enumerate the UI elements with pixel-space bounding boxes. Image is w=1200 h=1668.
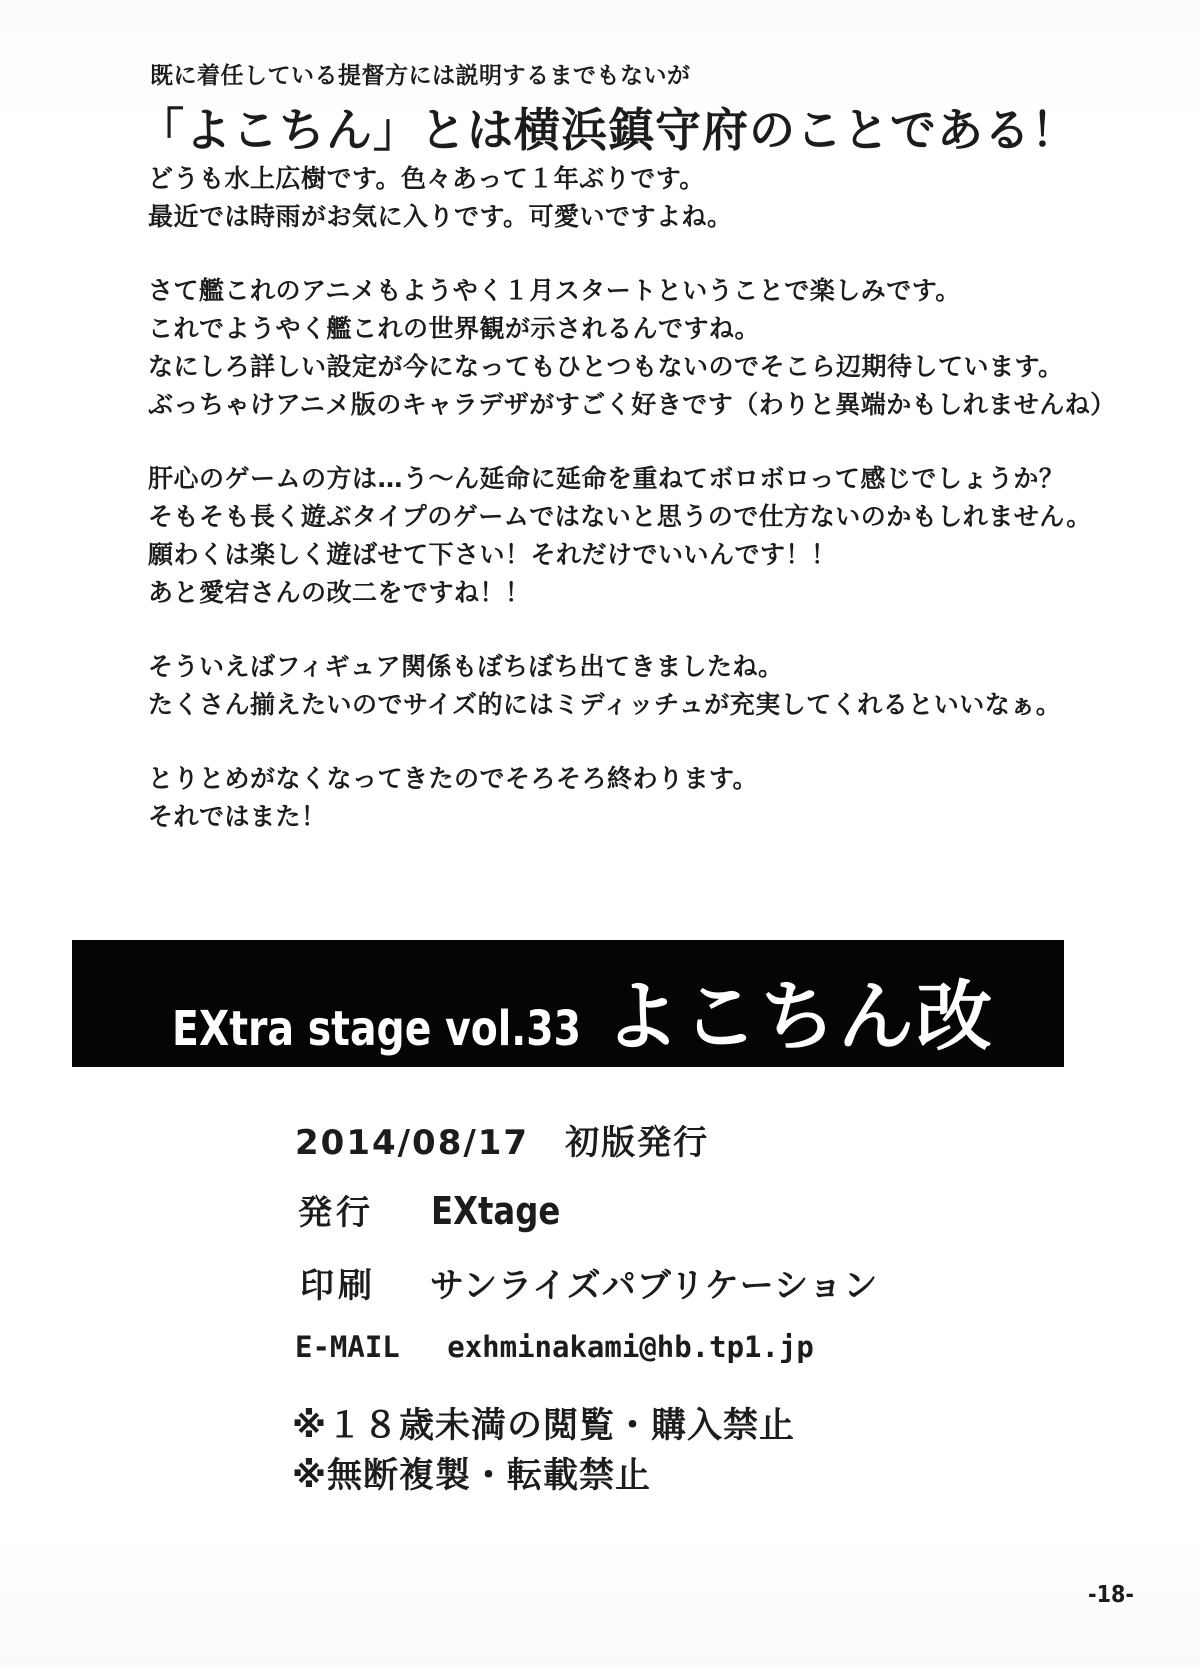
text-line: そもそも長く遊ぶタイプのゲームではないと思うので仕方ないのかもしれません。: [148, 502, 1092, 531]
age-restriction-notice: ※１８歳未満の閲覧・購入禁止: [292, 1406, 796, 1446]
email-address: exhminakami@hb.tp1.jp: [447, 1330, 814, 1364]
email-line: [295, 1330, 814, 1364]
afterword-body: [148, 160, 1116, 872]
text-line: さて艦これのアニメもようやく１月スタートということで楽しみです。: [148, 276, 961, 305]
publication-date-line: 2014/08/17 初版発行: [295, 1123, 710, 1163]
text-line: そういえばフィギュア関係もぼちぼち出てきましたね。: [148, 652, 784, 681]
paragraph: [148, 648, 1108, 724]
printer-label: 印刷: [300, 1266, 376, 1306]
text-line: 肝心のゲームの方は…う～ん延命に延命を重ねてボロボロって感じでしょうか？: [148, 464, 1065, 493]
text-line: あと愛宕さんの改二をですね！！: [148, 578, 531, 607]
paragraph: [148, 760, 1108, 836]
banner-series-label: EXtra stage vol.33: [172, 1001, 582, 1057]
paragraph: [148, 460, 1108, 612]
publisher-label: 発行: [298, 1193, 374, 1233]
email-label: E-MAIL: [295, 1330, 400, 1364]
page-number: -18-: [1088, 1582, 1134, 1608]
banner-title-label: よこちん改: [604, 972, 994, 1061]
text-line: これでようやく艦これの世界観が示されるんですね。: [148, 314, 761, 343]
text-line: なにしろ詳しい設定が今になってもひとつもないのでそこら辺期待しています。: [148, 352, 1064, 381]
text-line: どうも水上広樹です。色々あって１年ぶりです。: [148, 164, 705, 193]
page-headline: 「よこちん」とは横浜鎮守府のことである！: [138, 103, 1078, 157]
text-line: たくさん揃えたいのでサイズ的にはミディッチュが充実してくれるといいなぁ。: [148, 690, 1062, 719]
printer-name: サンライズパブリケーション: [429, 1266, 879, 1306]
publisher-line: [298, 1185, 583, 1234]
intro-line: 既に着任している提督方には説明するまでもないが: [150, 63, 691, 89]
text-line: 願わくは楽しく遊ばせて下さい！それだけでいいんです！！: [148, 540, 837, 569]
text-line: ぶっちゃけアニメ版のキャラデザがすごく好きです（わりと異端かもしれませんね）: [148, 390, 1116, 419]
no-reproduction-notice: ※無断複製・転載禁止: [292, 1456, 652, 1496]
title-banner: [72, 940, 1064, 1067]
printer-line: [300, 1258, 878, 1307]
text-line: とりとめがなくなってきたのでそろそろ終わります。: [148, 764, 759, 793]
paragraph: [148, 272, 1116, 424]
text-line: それではまた！: [148, 802, 327, 831]
publisher-name: EXtage: [431, 1189, 561, 1233]
text-line: 最近では時雨がお気に入りです。可愛いですよね。: [148, 202, 733, 231]
paragraph: [148, 160, 1108, 236]
